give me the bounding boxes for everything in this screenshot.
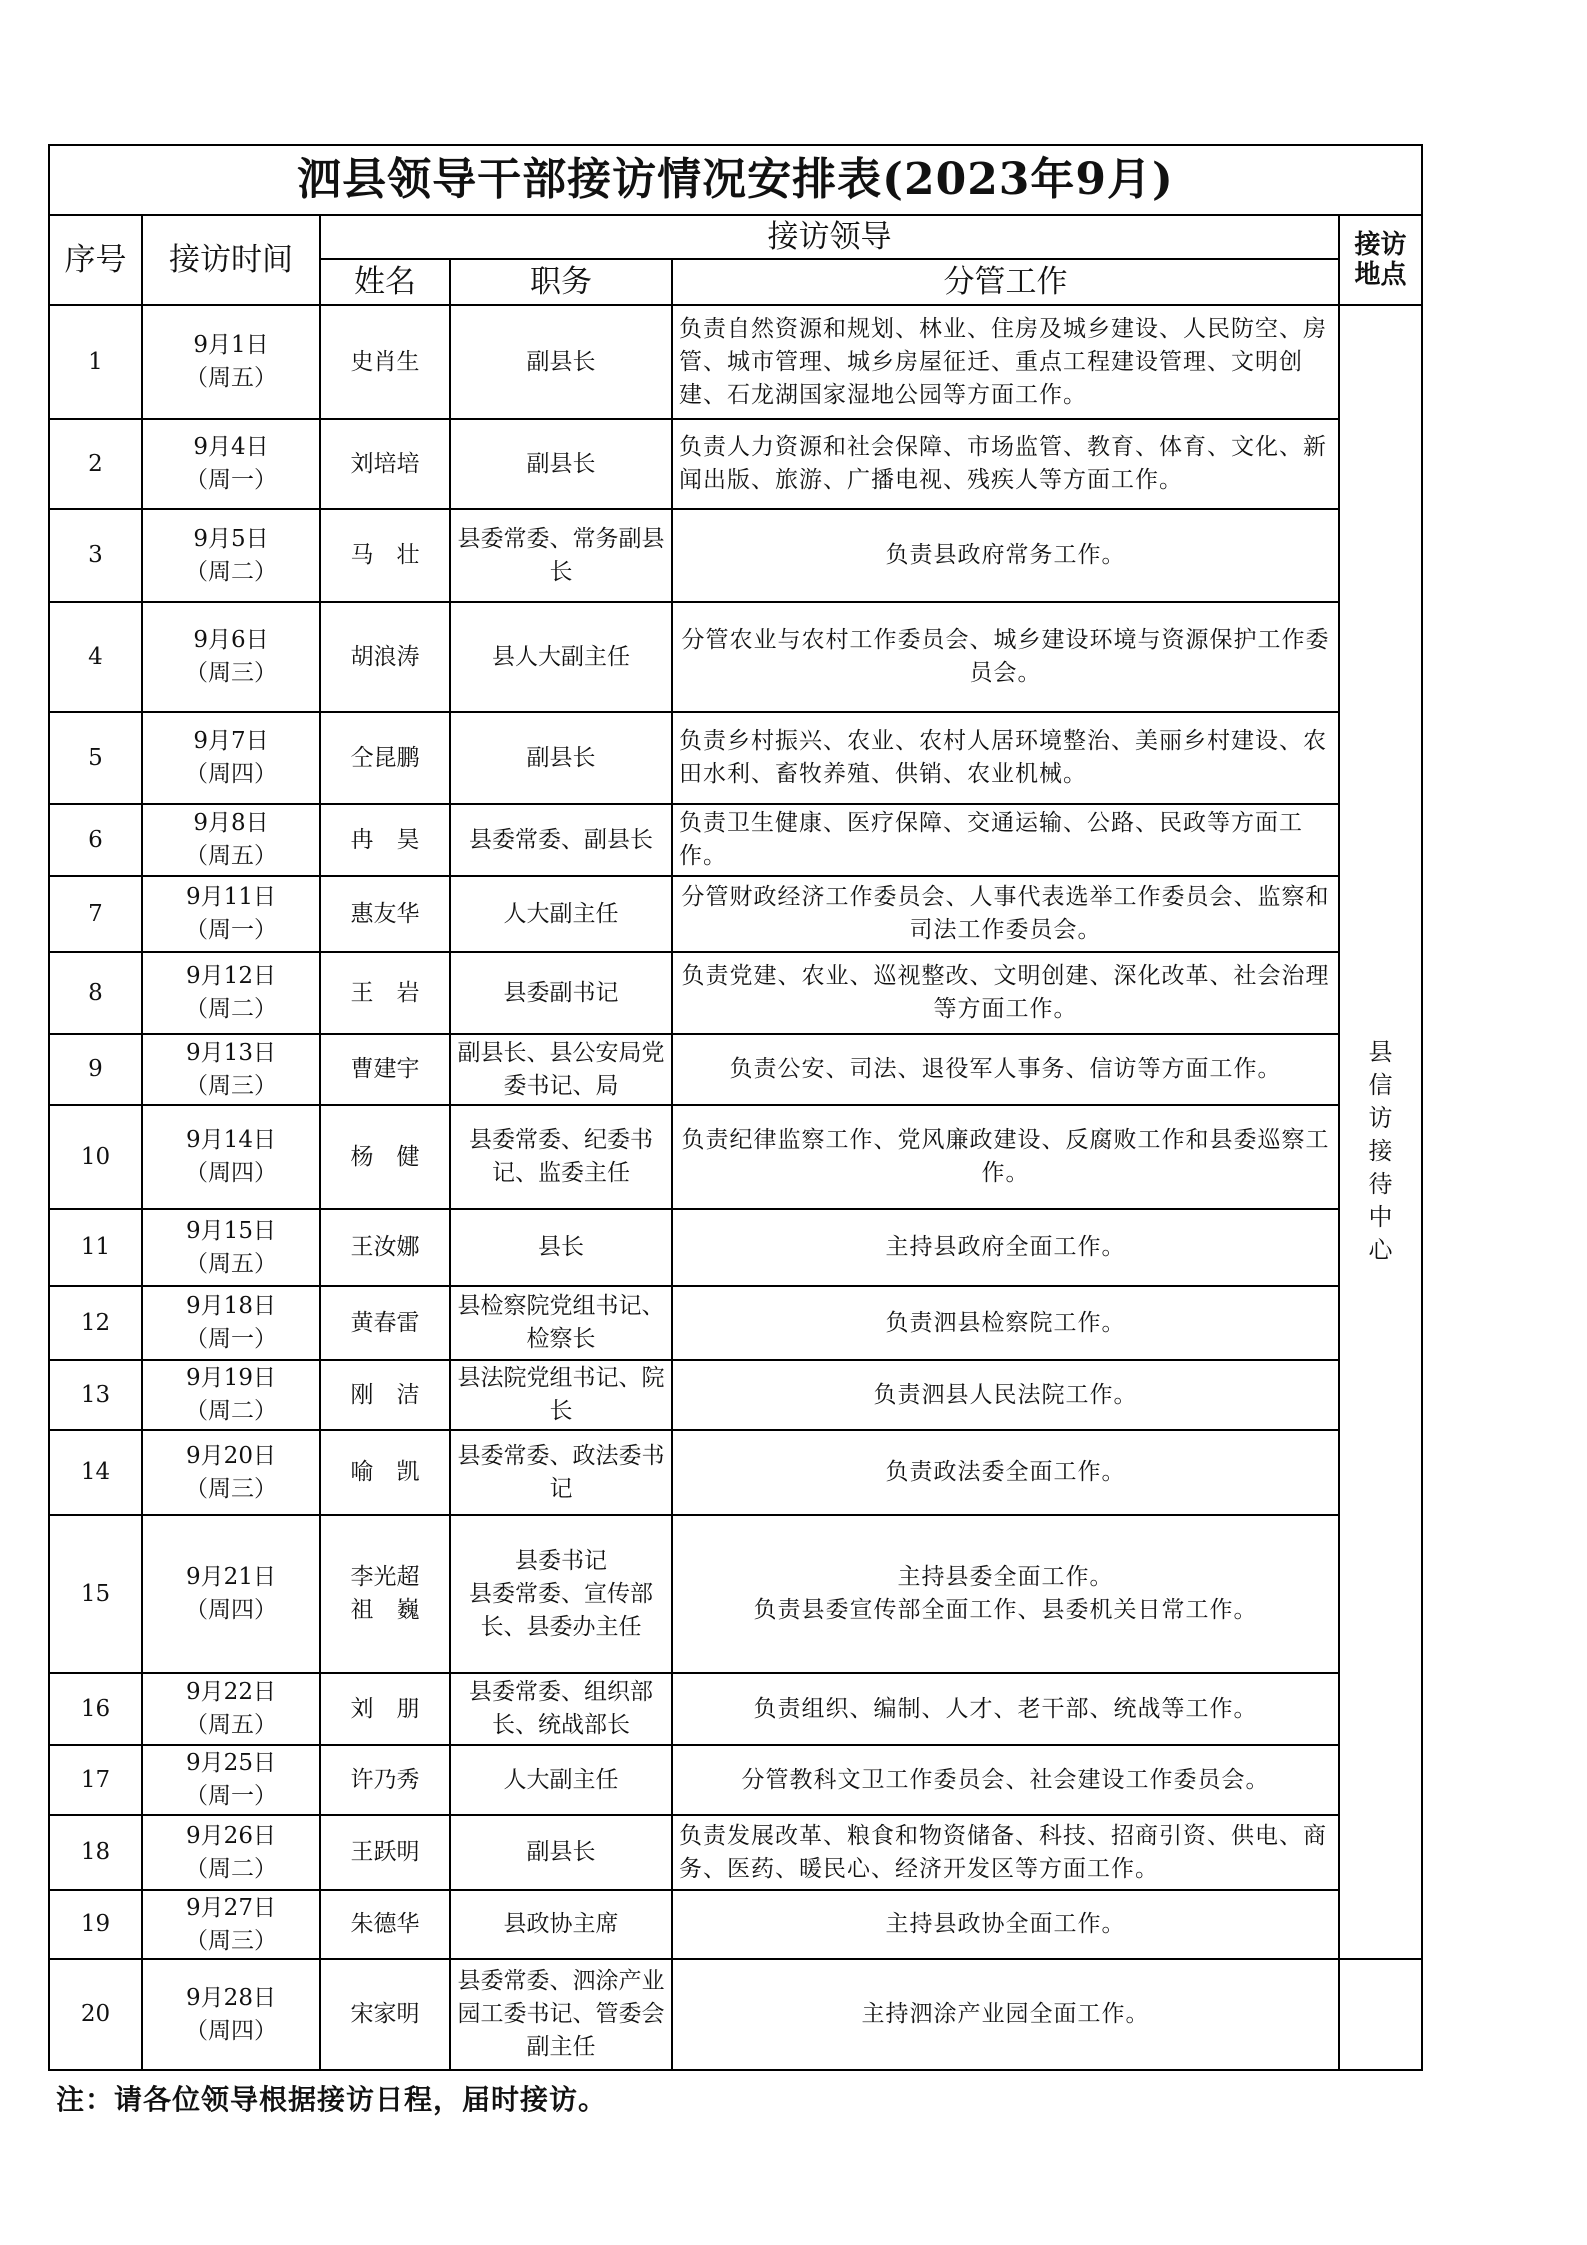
table-row xyxy=(49,1745,1422,1815)
table-row xyxy=(49,1430,1422,1515)
row-number: 12 xyxy=(49,1286,142,1360)
row-position: 县检察院党组书记、检察长 xyxy=(450,1286,672,1360)
row-name: 仝昆鹏 xyxy=(320,712,450,804)
row-position: 县委书记 县委常委、宣传部长、县委办主任 xyxy=(450,1515,672,1673)
row-duty: 主持县委全面工作。 负责县委宣传部全面工作、县委机关日常工作。 xyxy=(672,1515,1339,1673)
row-name: 刘培培 xyxy=(320,419,450,509)
table-row xyxy=(49,419,1422,509)
row-name: 黄春雷 xyxy=(320,1286,450,1360)
row-duty: 主持县政协全面工作。 xyxy=(672,1890,1339,1959)
row-position: 副县长 xyxy=(450,1815,672,1890)
table-row xyxy=(49,1515,1422,1673)
header-leader: 接访领导 xyxy=(320,215,1339,259)
row-date: 9月18日 （周一） xyxy=(142,1286,320,1360)
row-number: 8 xyxy=(49,952,142,1034)
row-number: 3 xyxy=(49,509,142,602)
row-date: 9月21日 （周四） xyxy=(142,1515,320,1673)
row-name: 史肖生 xyxy=(320,305,450,419)
header-name: 姓名 xyxy=(320,259,450,305)
table-row xyxy=(49,712,1422,804)
row-date: 9月12日 （周二） xyxy=(142,952,320,1034)
row-number: 14 xyxy=(49,1430,142,1515)
row-name: 王跃明 xyxy=(320,1815,450,1890)
row-name: 胡浪涛 xyxy=(320,602,450,712)
row-name: 马 壮 xyxy=(320,509,450,602)
table-row xyxy=(49,602,1422,712)
row-name: 王汝娜 xyxy=(320,1209,450,1286)
table-row xyxy=(49,1209,1422,1286)
row-name: 许乃秀 xyxy=(320,1745,450,1815)
table-row xyxy=(49,509,1422,602)
row-date: 9月14日 （周四） xyxy=(142,1105,320,1209)
row-name: 王 岩 xyxy=(320,952,450,1034)
row-position: 副县长、县公安局党委书记、局 xyxy=(450,1034,672,1105)
row-number: 1 xyxy=(49,305,142,419)
row-position: 副县长 xyxy=(450,419,672,509)
table-row xyxy=(49,1815,1422,1890)
row-duty: 负责泗县检察院工作。 xyxy=(672,1286,1339,1360)
row-duty: 分管财政经济工作委员会、人事代表选举工作委员会、监察和司法工作委员会。 xyxy=(672,876,1339,952)
schedule-document xyxy=(48,144,1421,2071)
row-duty: 负责组织、编制、人才、老干部、统战等工作。 xyxy=(672,1673,1339,1745)
row-date: 9月15日 （周五） xyxy=(142,1209,320,1286)
row-position: 县委常委、纪委书记、监委主任 xyxy=(450,1105,672,1209)
row-number: 6 xyxy=(49,804,142,876)
row-name: 朱德华 xyxy=(320,1890,450,1959)
row-number: 18 xyxy=(49,1815,142,1890)
row-duty: 负责党建、农业、巡视整改、文明创建、深化改革、社会治理等方面工作。 xyxy=(672,952,1339,1034)
row-position: 县委常委、常务副县长 xyxy=(450,509,672,602)
row-duty: 负责人力资源和社会保障、市场监管、教育、体育、文化、新闻出版、旅游、广播电视、残疾人等方面工作。 xyxy=(672,419,1339,509)
row-date: 9月4日 （周一） xyxy=(142,419,320,509)
footer-note: 注：请各位领导根据接访日程，届时接访。 xyxy=(56,2083,608,2116)
row-date: 9月22日 （周五） xyxy=(142,1673,320,1745)
table-row xyxy=(49,804,1422,876)
row-name: 刚 洁 xyxy=(320,1360,450,1430)
row-number: 13 xyxy=(49,1360,142,1430)
row-duty: 主持泗涂产业园全面工作。 xyxy=(672,1959,1339,2070)
row-name: 刘 朋 xyxy=(320,1673,450,1745)
row-duty: 负责公安、司法、退役军人事务、信访等方面工作。 xyxy=(672,1034,1339,1105)
table-row xyxy=(49,1673,1422,1745)
row-duty: 分管教科文卫工作委员会、社会建设工作委员会。 xyxy=(672,1745,1339,1815)
row-duty: 负责县政府常务工作。 xyxy=(672,509,1339,602)
table-row xyxy=(49,1959,1422,2070)
row-date: 9月5日 （周二） xyxy=(142,509,320,602)
row-name: 喻 凯 xyxy=(320,1430,450,1515)
header-location: 接访地点 xyxy=(1339,215,1422,305)
table-row xyxy=(49,952,1422,1034)
row-number: 17 xyxy=(49,1745,142,1815)
row-name: 杨 健 xyxy=(320,1105,450,1209)
row-number: 9 xyxy=(49,1034,142,1105)
row-date: 9月13日 （周三） xyxy=(142,1034,320,1105)
row-date: 9月25日 （周一） xyxy=(142,1745,320,1815)
row-position: 人大副主任 xyxy=(450,876,672,952)
row-name: 惠友华 xyxy=(320,876,450,952)
row-position: 县委副书记 xyxy=(450,952,672,1034)
row-duty: 负责发展改革、粮食和物资储备、科技、招商引资、供电、商务、医药、暖民心、经济开发区等方面工作。 xyxy=(672,1815,1339,1890)
table-row xyxy=(49,305,1422,419)
row-date: 9月20日 （周三） xyxy=(142,1430,320,1515)
row-number: 4 xyxy=(49,602,142,712)
schedule-table xyxy=(48,144,1423,2071)
row-date: 9月6日 （周三） xyxy=(142,602,320,712)
table-row xyxy=(49,1105,1422,1209)
row-position: 副县长 xyxy=(450,305,672,419)
table-row xyxy=(49,1034,1422,1105)
row-duty: 负责乡村振兴、农业、农村人居环境整治、美丽乡村建设、农田水利、畜牧养殖、供销、农业机械。 xyxy=(672,712,1339,804)
row-date: 9月28日 （周四） xyxy=(142,1959,320,2070)
row-position: 县法院党组书记、院长 xyxy=(450,1360,672,1430)
row-name: 宋家明 xyxy=(320,1959,450,2070)
row-position: 县委常委、政法委书记 xyxy=(450,1430,672,1515)
row-number: 7 xyxy=(49,876,142,952)
row-position: 县人大副主任 xyxy=(450,602,672,712)
row-duty: 主持县政府全面工作。 xyxy=(672,1209,1339,1286)
table-row xyxy=(49,1360,1422,1430)
row-position: 县委常委、组织部长、统战部长 xyxy=(450,1673,672,1745)
table-title: 泗县领导干部接访情况安排表(2023年9月) xyxy=(49,145,1422,215)
row-number: 16 xyxy=(49,1673,142,1745)
row-position: 县长 xyxy=(450,1209,672,1286)
row-duty: 负责自然资源和规划、林业、住房及城乡建设、人民防空、房管、城市管理、城乡房屋征迁、重点工程建设管理、文明创建、石龙湖国家湿地公园等方面工作。 xyxy=(672,305,1339,419)
row-date: 9月11日 （周一） xyxy=(142,876,320,952)
header-seq: 序号 xyxy=(49,215,142,305)
row-number: 10 xyxy=(49,1105,142,1209)
row-position: 县政协主席 xyxy=(450,1890,672,1959)
row-date: 9月19日 （周二） xyxy=(142,1360,320,1430)
row-name: 冉 昊 xyxy=(320,804,450,876)
row-number: 5 xyxy=(49,712,142,804)
row-date: 9月7日 （周四） xyxy=(142,712,320,804)
location-value: 县信访接待中心 xyxy=(1368,1038,1393,1264)
row-position: 县委常委、泗涂产业园工委书记、管委会副主任 xyxy=(450,1959,672,2070)
header-position: 职务 xyxy=(450,259,672,305)
row-date: 9月8日 （周五） xyxy=(142,804,320,876)
row-date: 9月1日 （周五） xyxy=(142,305,320,419)
row-date: 9月26日 （周二） xyxy=(142,1815,320,1890)
location-cell-empty xyxy=(1339,1959,1422,2070)
row-name: 曹建宇 xyxy=(320,1034,450,1105)
row-position: 副县长 xyxy=(450,712,672,804)
row-number: 2 xyxy=(49,419,142,509)
row-number: 11 xyxy=(49,1209,142,1286)
row-duty: 负责卫生健康、医疗保障、交通运输、公路、民政等方面工作。 xyxy=(672,804,1339,876)
row-duty: 分管农业与农村工作委员会、城乡建设环境与资源保护工作委员会。 xyxy=(672,602,1339,712)
row-position: 人大副主任 xyxy=(450,1745,672,1815)
row-number: 15 xyxy=(49,1515,142,1673)
location-cell xyxy=(1339,305,1422,1959)
table-row xyxy=(49,1286,1422,1360)
header-time: 接访时间 xyxy=(142,215,320,305)
row-duty: 负责泗县人民法院工作。 xyxy=(672,1360,1339,1430)
row-number: 19 xyxy=(49,1890,142,1959)
row-number: 20 xyxy=(49,1959,142,2070)
header-duty: 分管工作 xyxy=(672,259,1339,305)
table-row xyxy=(49,876,1422,952)
row-duty: 负责纪律监察工作、党风廉政建设、反腐败工作和县委巡察工作。 xyxy=(672,1105,1339,1209)
row-duty: 负责政法委全面工作。 xyxy=(672,1430,1339,1515)
row-date: 9月27日 （周三） xyxy=(142,1890,320,1959)
row-position: 县委常委、副县长 xyxy=(450,804,672,876)
table-row xyxy=(49,1890,1422,1959)
row-name: 李光超 祖 巍 xyxy=(320,1515,450,1673)
